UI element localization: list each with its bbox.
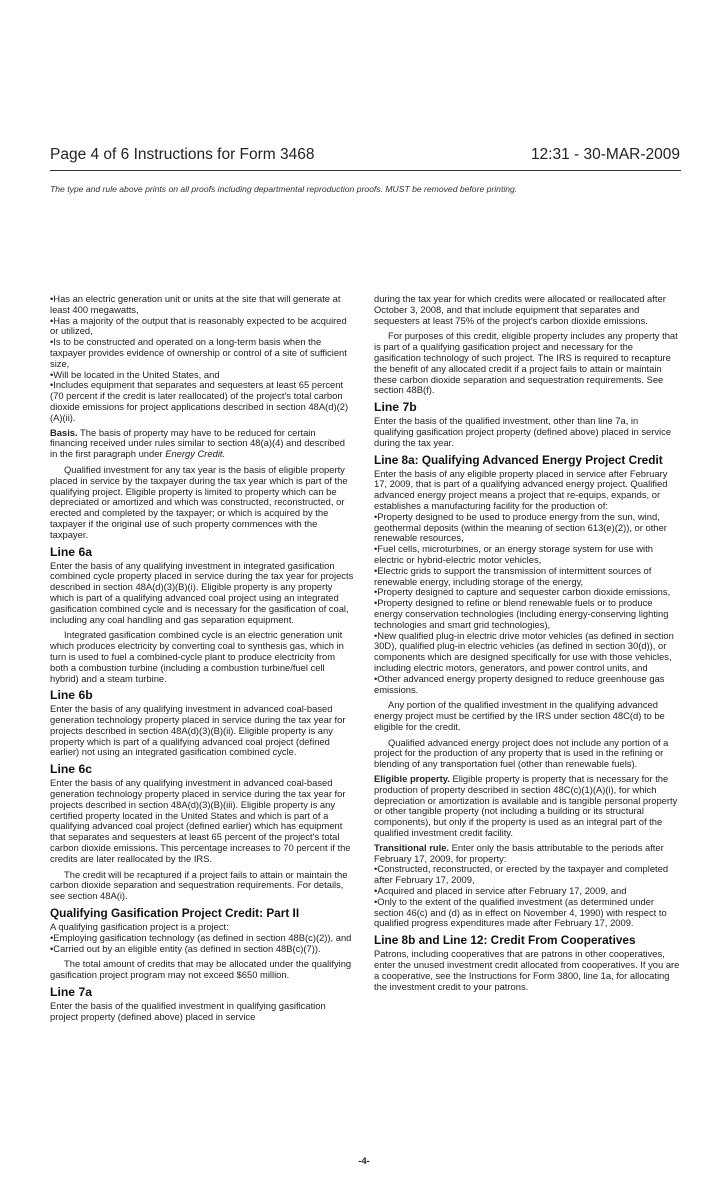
bullet-item: • Has a majority of the output that is reasonably expected to be acquired or utilized, [50, 316, 354, 338]
bullet-item: • Property designed to capture and sequester carbon dioxide emissions, [374, 587, 680, 598]
paragraph: Any portion of the qualified investment in the qualifying advanced energy project must be certified by the IRS under section 48C(d) to be eligible for the credit. [374, 699, 665, 732]
paragraph: A qualifying gasification project is a project: [50, 921, 229, 933]
proof-note: The type and rule above prints on all proofs including departmental reproduction proofs. MUST be removed before printing. [50, 184, 518, 194]
paragraph: Enter the basis of any qualifying investment in integrated gasification combined cycle property placed in service during the tax year for projects described in section 48A(d)(3)(B)(i). Eligible property is any property which is part of a qualifying advanced coal project using an integrated gasification combined cycle and is necessary for the gasification of coal, including any coal handling and gas separation equipment. [50, 559, 354, 625]
page-number: -4- [358, 1156, 370, 1167]
transitional-label: Transitional rule. [374, 841, 450, 853]
bullet-item: • New qualified plug-in electric drive motor vehicles (as defined in section 30D), qualified plug-in electric vehicles (as defined in section 30(d)), or components which are designed specifically for use with those vehicles, including electric motors, generators, and power control units, and [374, 631, 680, 674]
paragraph: Enter the basis of the qualified investment, other than line 7a, in qualifying gasification project property (defined above) placed in service during the tax year. [374, 415, 672, 448]
paragraph: The credit will be recaptured if a project fails to attain or maintain the carbon dioxide separation and sequestration requirements. For details, see section 48A(i). [50, 868, 348, 902]
bullet-item: • Includes equipment that separates and sequesters at least 65 percent (70 percent if the credit is later reallocated) of the project's total carbon dioxide emissions for project applications described in section 48A(d)(2)(A)(ii). [50, 380, 354, 423]
paragraph: Enter the basis of any qualifying investment in advanced coal-based generation technology property placed in service during the tax year for projects described in section 48A(d)(3)(B)(iii). Eligible property is any certified property located in the United States and which is part of a qualifying advanced coal project (defined earlier) which has equipment that separates and sequesters at least 65 percent of the project's total carbon dioxide emissions. This percentage increases to 70 percent if the credits are later reallocated by the IRS. [50, 777, 351, 864]
header-rule [50, 170, 681, 171]
line-6b-heading: Line 6b [50, 688, 93, 703]
bullet-item: • Fuel cells, microturbines, or an energy storage system for use with electric or hybrid-electric motor vehicles, [374, 544, 680, 566]
paragraph: Enter the basis of any eligible property placed in service after February 17, 2009, that is part of a qualifying advanced energy project. Qualified advanced energy project means a project that re-equips, expands, or establishes a manufacturing facility for the production of: [374, 467, 668, 511]
paragraph: during the tax year for which credits were allocated or reallocated after October 3, 2008, and that include equipment that separates and sequesters at least 75% of the project's carbon dioxide emissions. [374, 293, 666, 326]
basis-label: Basis. [50, 426, 78, 438]
qualified-paragraph: Qualified investment for any tax year is the basis of eligible property placed in service by the taxpayer during the tax year which is part of the qualifying project. Eligible property is limited to property which can be depreciated or amortized and which was constructed, reconstructed, or erected and completed by the taxpayer; or which is acquired by the taxpayer if the original use of such property commences with the taxpayer. [50, 463, 348, 540]
bullet-item: • Only to the extent of the qualified investment (as determined under section 46(c) and (d) as in effect on November 4, 1990) with respect to qualified progress expenditures made after February 17, 2009. [374, 897, 680, 929]
line-7b-heading: Line 7b [374, 400, 417, 415]
paragraph: Patrons, including cooperatives that are patrons in other cooperatives, enter the unused investment credit allocated from cooperatives. If you are a cooperative, see the Instructions for Form 3800, line 1a, for allocating the investment credit to your patrons. [374, 948, 680, 992]
bullet-item: • Electric grids to support the transmission of intermittent sources of renewable energy, including storage of the energy, [374, 566, 680, 588]
right-column [374, 294, 680, 992]
eligible-label: Eligible property. [374, 773, 450, 785]
bullet-item: • Carried out by an eligible entity (as defined in section 48B(c)(7)). [50, 944, 354, 955]
basis-paragraph: Basis. The basis of property may have to be reduced for certain financing received under rules similar to section 48(a)(4) and described in the first paragraph under Energy Credit. [50, 426, 345, 460]
line-6a-heading: Line 6a [50, 544, 92, 559]
line-7a-heading: Line 7a [50, 985, 92, 1000]
bullet-item: • Constructed, reconstructed, or erected by the taxpayer and completed after February 17, 2009, [374, 864, 680, 886]
header-left: Page 4 of 6 Instructions for Form 3468 [50, 146, 315, 163]
line-8a-heading: Line 8a: Qualifying Advanced Energy Project Credit [374, 452, 663, 467]
paragraph: The total amount of credits that may be allocated under the qualifying gasification project program may not exceed $650 million. [50, 958, 352, 981]
bullet-item: • Other advanced energy property designed to reduce greenhouse gas emissions. [374, 674, 680, 696]
bullet-item: • Employing gasification technology (as defined in section 48B(c)(2)), and [50, 933, 354, 944]
paragraph: Qualified advanced energy project does not include any portion of a project for the production of any property that is used in the refining or blending of any transportation fuel (other than renewable fuels). [374, 736, 669, 770]
header-right: 12:31 - 30-MAR-2009 [530, 146, 680, 163]
bullet-item: • Property designed to be used to produce energy from the sun, wind, geothermal deposits (within the meaning of section 613(e)(2)), or other renewable resources, [374, 512, 680, 544]
transitional-paragraph: Transitional rule. Enter only the basis attributable to the periods after February 17, 2009, for property: [374, 841, 664, 864]
bullet-item: • Will be located in the United States, and [50, 370, 354, 381]
line-6c-heading: Line 6c [50, 762, 92, 777]
paragraph: For purposes of this credit, eligible property includes any property that is part of a qualifying gasification project and necessary for the gasification technology of such project. The IRS is required to recapture the benefit of any allocated credit if a project fails to attain or maintain these carbon dioxide separation and sequestration requirements. See section 48B(f). [374, 330, 678, 396]
bullet-item: • Is to be constructed and operated on a long-term basis when the taxpayer provides evidence of ownership or control of a site of sufficient size, [50, 337, 354, 369]
paragraph: Enter the basis of the qualified investment in qualifying gasification project property (defined above) placed in service [50, 1000, 326, 1022]
eligible-paragraph: Eligible property. Eligible property is property that is necessary for the production of property described in section 48C(c)(1)(A)(i), for which depreciation or amortization is available and is tangible personal property or other tangible property (not including a building or its structural components), but only if the property is used as an integral part of the qualified investment credit facility. [374, 773, 678, 839]
bullet-item: • Property designed to refine or blend renewable fuels or to produce energy conservation technologies (including energy-conserving lighting technologies and smart grid technologies), [374, 598, 680, 630]
bullet-item: • Acquired and placed in service after February 17, 2009, and [374, 886, 680, 897]
bullet-item: • Has an electric generation unit or units at the site that will generate at least 400 megawatts, [50, 294, 354, 316]
line-8b-heading: Line 8b and Line 12: Credit From Cooperatives [374, 933, 636, 948]
paragraph: Integrated gasification combined cycle is an electric generation unit which produces electricity by converting coal to synthesis gas, which in turn is used to fuel a combined-cycle plant to produce electricity from both a combustion turbine (including a combustion turbine/fuel cell hybrid) and a steam turbine. [50, 629, 344, 684]
left-column [50, 294, 354, 1023]
paragraph: Enter the basis of any qualifying investment in advanced coal-based generation technology property placed in service during the tax year for projects described in section 48A(d)(3)(B)(ii). Eligible property is any property which is part of a qualifying advanced coal project (defined earlier) not using an integrated gasification combined cycle. [50, 703, 346, 758]
gasification-heading: Qualifying Gasification Project Credit: Part II [50, 906, 300, 921]
